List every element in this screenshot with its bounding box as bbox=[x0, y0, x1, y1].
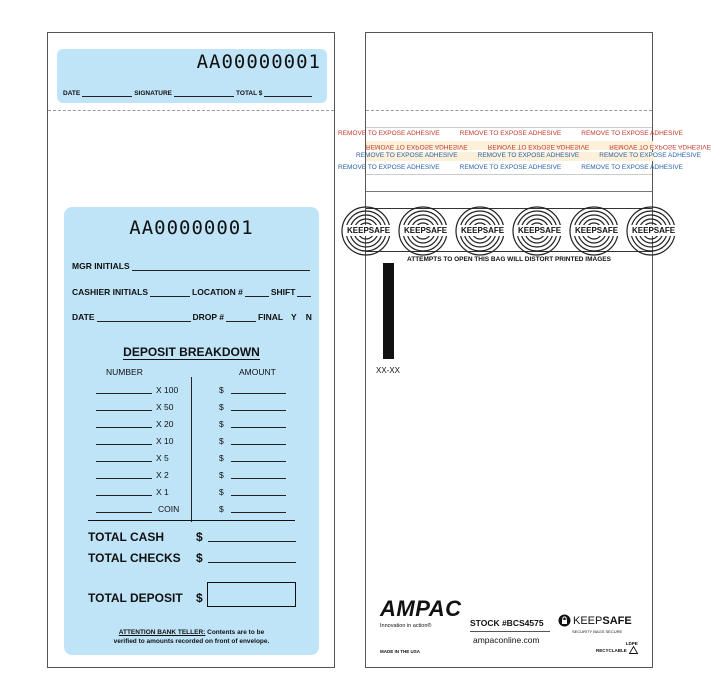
amount-field[interactable] bbox=[231, 478, 286, 479]
stub-total-field[interactable] bbox=[264, 91, 312, 97]
adhesive-row: REMOVE TO EXPOSE ADHESIVE REMOVE TO EXPOSE ADHESIVE REMOVE TO EXPOSE ADHESIVE bbox=[366, 143, 711, 150]
dollar-sign: $ bbox=[219, 385, 224, 395]
column-divider bbox=[191, 377, 192, 522]
total-cash-row bbox=[88, 530, 203, 544]
keepsafe-band-cell bbox=[452, 209, 509, 253]
dollar-sign: $ bbox=[219, 470, 224, 480]
totals-rule bbox=[88, 520, 295, 521]
security-band bbox=[347, 208, 676, 252]
coin-label: COIN bbox=[158, 504, 180, 514]
breakdown-row bbox=[64, 470, 319, 482]
breakdown-row bbox=[64, 436, 319, 448]
seal-line bbox=[366, 191, 652, 192]
breakdown-row bbox=[64, 453, 319, 465]
stock-divider bbox=[470, 631, 550, 632]
bank-teller-notice bbox=[64, 628, 319, 646]
made-in-usa: MADE IN THE USA bbox=[380, 649, 421, 654]
number-field[interactable] bbox=[96, 410, 152, 411]
dollar-sign: $ bbox=[219, 436, 224, 446]
multiplier-label: X 100 bbox=[156, 385, 179, 395]
adhesive-row: REMOVE TO EXPOSE ADHESIVE REMOVE TO EXPOSE ADHESIVE REMOVE TO EXPOSE ADHESIVE bbox=[338, 130, 683, 137]
total-cash-field[interactable] bbox=[208, 541, 296, 542]
number-field[interactable] bbox=[96, 427, 152, 428]
notice-line-2: verified to amounts recorded on front of envelope. bbox=[113, 638, 270, 645]
number-field[interactable] bbox=[96, 461, 152, 462]
notice-heading: ATTENTION BANK TELLER: bbox=[118, 629, 206, 636]
ampac-logo: AMPAC bbox=[380, 596, 462, 621]
shift-field[interactable] bbox=[297, 289, 311, 297]
adhesive-row: REMOVE TO EXPOSE ADHESIVE REMOVE TO EXPOSE ADHESIVE REMOVE TO EXPOSE ADHESIVE bbox=[338, 164, 683, 171]
multiplier-label: X 20 bbox=[156, 419, 174, 429]
breakdown-row bbox=[64, 487, 319, 499]
recyclable-label: RECYCLABLE bbox=[596, 647, 627, 653]
stub-signature-field[interactable] bbox=[174, 91, 234, 97]
dollar-sign: $ bbox=[196, 551, 203, 565]
number-field[interactable] bbox=[96, 478, 152, 479]
total-cash-label: TOTAL CASH bbox=[88, 530, 165, 544]
dollar-sign: $ bbox=[219, 402, 224, 412]
ampac-brand bbox=[380, 596, 462, 629]
keepsafe-band-label: KEEPSAFE bbox=[632, 226, 676, 235]
keepsafe-lock-icon bbox=[558, 614, 571, 627]
stub-signature-label: SIGNATURE bbox=[134, 90, 173, 97]
multiplier-label: X 5 bbox=[156, 453, 169, 463]
total-deposit-row bbox=[88, 591, 203, 605]
notice-line-1: Contents are to be bbox=[205, 629, 265, 636]
adhesive-strip[interactable] bbox=[338, 127, 711, 175]
recycle-mark bbox=[596, 641, 638, 654]
stub-total-label: TOTAL $ bbox=[236, 90, 263, 97]
amount-field[interactable] bbox=[231, 393, 286, 394]
breakdown-row bbox=[64, 402, 319, 414]
total-checks-label: TOTAL CHECKS bbox=[88, 551, 181, 565]
dollar-sign: $ bbox=[219, 504, 224, 514]
breakdown-row bbox=[64, 385, 319, 397]
receipt-stub bbox=[57, 49, 327, 103]
adhesive-row: REMOVE TO EXPOSE ADHESIVE REMOVE TO EXPOSE ADHESIVE REMOVE TO EXPOSE ADHESIVE bbox=[356, 152, 701, 159]
bag-front-panel bbox=[47, 32, 335, 668]
number-field[interactable] bbox=[96, 444, 152, 445]
keepsafe-tagline: SECURITY BAGS SECURE bbox=[572, 629, 623, 634]
number-field[interactable] bbox=[96, 393, 152, 394]
amount-field[interactable] bbox=[231, 461, 286, 462]
perforation-line bbox=[366, 110, 652, 111]
breakdown-row bbox=[64, 504, 319, 516]
website-url: ampaconline.com bbox=[473, 635, 540, 645]
barcode-bar bbox=[383, 263, 394, 359]
stock-number: STOCK #BCS4575 bbox=[470, 618, 544, 628]
recycle-code: LDPE bbox=[625, 641, 638, 646]
drop-field[interactable] bbox=[226, 314, 256, 322]
keepsafe-logo bbox=[558, 614, 632, 627]
keepsafe-keep: KEEP bbox=[573, 614, 603, 627]
keepsafe-band-cell bbox=[395, 209, 452, 253]
final-label: FINAL bbox=[258, 312, 284, 322]
tamper-warning: ATTEMPTS TO OPEN THIS BAG WILL DISTORT PRINTED IMAGES bbox=[407, 256, 611, 263]
dollar-sign: $ bbox=[196, 591, 203, 605]
deposit-slip bbox=[64, 207, 319, 655]
deposit-breakdown-title: DEPOSIT BREAKDOWN bbox=[123, 345, 260, 359]
multiplier-label: X 1 bbox=[156, 487, 169, 497]
location-field[interactable] bbox=[245, 289, 269, 297]
stub-fields bbox=[63, 90, 314, 97]
stub-serial-number: AA00000001 bbox=[196, 51, 321, 73]
amount-field[interactable] bbox=[231, 427, 286, 428]
keepsafe-band-cell bbox=[509, 209, 566, 253]
keepsafe-safe: SAFE bbox=[602, 614, 632, 627]
keepsafe-band-label: KEEPSAFE bbox=[518, 226, 562, 235]
number-column-header: NUMBER bbox=[106, 367, 143, 377]
ampac-tagline: Innovation in action® bbox=[380, 623, 432, 629]
keepsafe-band-cell bbox=[623, 209, 680, 253]
multiplier-label: X 10 bbox=[156, 436, 174, 446]
number-field[interactable] bbox=[96, 512, 152, 513]
placeholder-code: XX-XX bbox=[376, 366, 401, 375]
keepsafe-band-label: KEEPSAFE bbox=[347, 226, 391, 235]
amount-field[interactable] bbox=[231, 410, 286, 411]
dollar-sign: $ bbox=[219, 453, 224, 463]
date-drop-row bbox=[72, 312, 312, 322]
amount-field[interactable] bbox=[231, 444, 286, 445]
total-checks-row bbox=[88, 551, 203, 565]
final-no[interactable]: N bbox=[305, 312, 312, 322]
number-field[interactable] bbox=[96, 495, 152, 496]
cashier-initials-field[interactable] bbox=[150, 289, 190, 297]
keepsafe-band-label: KEEPSAFE bbox=[404, 226, 448, 235]
recycle-icon bbox=[629, 646, 638, 654]
amount-field[interactable] bbox=[231, 495, 286, 496]
keepsafe-band-cell bbox=[338, 209, 395, 253]
dollar-sign: $ bbox=[196, 530, 203, 544]
drop-label: DROP # bbox=[192, 312, 225, 322]
total-deposit-label: TOTAL DEPOSIT bbox=[88, 591, 183, 605]
total-checks-field[interactable] bbox=[208, 562, 296, 563]
date-field[interactable] bbox=[97, 314, 191, 322]
mgr-initials-row bbox=[72, 261, 312, 271]
total-deposit-box[interactable] bbox=[207, 582, 296, 607]
multiplier-label: X 2 bbox=[156, 470, 169, 480]
keepsafe-band-label: KEEPSAFE bbox=[461, 226, 505, 235]
multiplier-label: X 50 bbox=[156, 402, 174, 412]
mgr-initials-label: MGR INITIALS bbox=[72, 261, 130, 271]
bag-back-panel bbox=[338, 32, 711, 668]
amount-field[interactable] bbox=[231, 512, 286, 513]
final-yes[interactable]: Y bbox=[291, 312, 297, 322]
date-label: DATE bbox=[72, 312, 95, 322]
perforation-line bbox=[48, 110, 334, 111]
shift-label: SHIFT bbox=[270, 287, 296, 297]
dollar-sign: $ bbox=[219, 419, 224, 429]
location-label: LOCATION # bbox=[192, 287, 243, 297]
stub-date-label: DATE bbox=[63, 90, 81, 97]
keepsafe-band-cell bbox=[566, 209, 623, 253]
slip-serial-number: AA00000001 bbox=[129, 217, 254, 239]
keepsafe-band-label: KEEPSAFE bbox=[575, 226, 619, 235]
mgr-initials-field[interactable] bbox=[132, 263, 310, 271]
amount-column-header: AMOUNT bbox=[239, 367, 276, 377]
cashier-initials-label: CASHIER INITIALS bbox=[72, 287, 149, 297]
dollar-sign: $ bbox=[219, 487, 224, 497]
stub-date-field[interactable] bbox=[82, 91, 132, 97]
breakdown-row bbox=[64, 419, 319, 431]
cashier-row bbox=[72, 287, 313, 297]
